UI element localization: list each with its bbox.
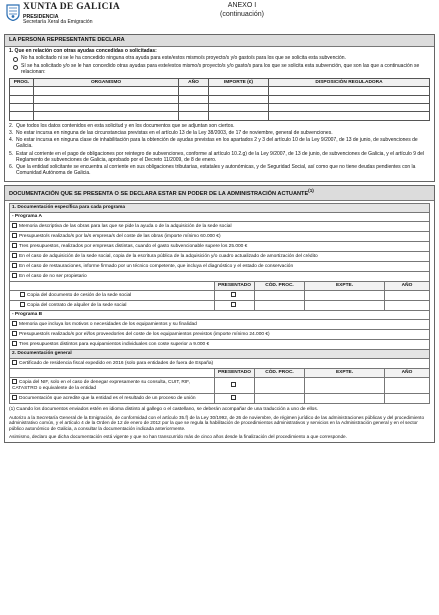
presented-checkbox[interactable] [231,292,236,297]
doc-row[interactable]: Copia del contrato de alquiler de la sede social [10,301,430,311]
doc-row[interactable]: Tres presupuestos, realizados por empresas distintas, cuando el gasto subvencionable supere los 25.000 € [10,241,430,251]
col-cod-proc: CÓD. PROC. [255,281,305,290]
col-importe: IMPORTE (€) [209,79,269,87]
presented-checkbox[interactable] [231,382,236,387]
col-presentado: PRESENTADO [215,281,255,290]
documentation-section [4,185,435,443]
declaration-section [4,34,435,182]
xunta-shield-icon [6,4,20,21]
declaration-text: Asimismo, declaro que dicha documentación está vigente y que no han transcurrido más de cinco años desde la finalización del procedimiento a que corresponde. [9,433,347,439]
doc-row[interactable]: Copia del documento de cesión de la sede social [10,291,430,301]
checkbox[interactable] [12,233,17,238]
program-b-label: - Programa B [10,311,430,320]
option-yes-aid-label: Sí se ha solicitado y/o se le han concedido otras ayudas para este/estos mismo/s proyecto/s y/o gasto/s para los que se solicita esta subvención, que son las que a continuación se relacionan: [21,63,420,76]
doc-row[interactable]: Copia del NIF, solo en el caso de denegar expresamente su consulta, CUIT, RIF, CATASTRO o equivalente de la entidad [10,378,430,394]
doc-row[interactable]: Memoria que incluya los motivos o necesidades de los equipamientos y su finalidad [10,320,430,330]
radio-no-aid[interactable] [13,57,18,62]
declaration-item: 2. Que todos los datos contenidos en esta solicitud y en los documentos que se adjuntan son ciertos. [9,122,235,129]
presented-checkbox[interactable] [231,302,236,307]
org-name: XUNTA DE GALICIA [23,2,120,12]
annex-line-1: ANEXO I [227,2,257,9]
col-ano: AÑO [179,79,209,87]
aid-row[interactable] [10,95,430,103]
checkbox[interactable] [12,273,17,278]
checkbox[interactable] [12,341,17,346]
doc-row[interactable]: En el caso de no ser propietario [10,271,430,281]
declaration-item: 4. No estar incursa en ninguna clase de inhabilitación para la obtención de ayudas previstas en los apartados 2 y 3 del artículo 10 de la Ley 9/2007, de 13 de junio, de subvenciones de Galicia. [9,137,418,150]
checkbox[interactable] [12,321,17,326]
aid-row[interactable] [10,112,430,120]
documentation-title [5,186,434,200]
declaration-title: LA PERSONA REPRESENTANTE DECLARA [5,35,434,47]
presented-checkbox[interactable] [231,395,236,400]
program-a-label: - Programa A [10,212,430,221]
doc-row[interactable]: Presupuesto/s realizado/s por la/s empresa/s del coste de las obras (importe mínimo 60.000 €) [10,231,430,241]
documentation-table [9,203,430,404]
org-subdepartment: Secretaría Xeral da Emigración [23,19,93,25]
group-general: 2. Documentación general [10,350,430,359]
col-expte: EXPTE. [305,369,385,378]
col-ano: AÑO [385,281,430,290]
aid-row[interactable] [10,104,430,112]
doc-row[interactable]: En el caso de restauraciones, informe firmado por un técnico competente, que incluya el diagnóstico y el estado de conservación [10,261,430,271]
checkbox[interactable] [20,292,25,297]
aid-row[interactable] [10,87,430,95]
declaration-list [9,124,430,177]
authorization-text: Autorizo a la Secretaría General de la Emigración, de conformidad con el artículo 35.f) de la Ley 30/1992, de 26 de noviembre, de régimen jurídico de las administraciones públicas y del procedimiento administrativo común, y el artículo 4 de la Orden de 12 de enero de 2012 por la que se regula la habilitación de procedimientos administrativos y servicios en la Administración general y en el sector público autonómico de Galicia, a consultar la documentación indicada anteriormente. [9,414,425,431]
checkbox[interactable] [20,302,25,307]
option-yes-aid[interactable] [13,64,430,76]
other-aid-table [9,78,430,120]
col-organismo: ORGANISMO [34,79,179,87]
doc-row[interactable]: En el caso de adquisición de la sede social, copia de la escritura pública de la adquisición y/o cuadro actualizado de amortización del crédito [10,251,430,261]
checkbox[interactable] [12,223,17,228]
documentation-title-text: DOCUMENTACIÓN QUE SE PRESENTA O SE DECLARA ESTAR EN PODER DE LA ADMINISTRACIÓN ACTUANTE [9,191,309,198]
header [4,2,435,34]
declaration-item: 5. Estar al corriente en el pago de obligaciones por reintegro de subvenciones, conforme al artículo 10.2.g) de la Ley 9/2007, de 13 de junio, de subvenciones de Galicia, y el artículo 9 del Reglamento de subvenciones de Galicia, aprobado por el Decreto 11/2009, de 8 de enero. [9,150,425,163]
col-prog: PROG. [10,79,34,87]
checkbox[interactable] [12,395,17,400]
option-no-aid-label: No ha solicitado ni se le ha concedido ninguna otra ayuda para este/estos mismo/s proyecto/s y/o gasto/s para los que se solicita esta subvención. [21,55,346,62]
title-footnote-mark: (1) [308,188,314,194]
doc-row[interactable]: Tres presupuestos distintos para equipamientos individuales con coste superior a 9.000 € [10,340,430,350]
declaration-item: 6. Que la entidad solicitante se encuentra al corriente en sus obligaciones tributarias, estatales y autonómicas, y de Seguridad Social, así como que no tiene deudas pendientes con la Comunidad Autónoma de Galicia. [9,163,416,176]
checkbox[interactable] [12,379,17,384]
checkbox[interactable] [12,253,17,258]
doc-row[interactable]: Presupuesto/s realizado/s por el/los proveedor/es del coste de los equipamientos previstos (importe mínimo 24.000 €) [10,330,430,340]
form-page [4,2,435,443]
doc-row[interactable]: Certificado de residencia fiscal expedido en 2016 (solo para entidades de fuera de España) [10,359,430,369]
checkbox[interactable] [12,243,17,248]
annex-line-2: (continuación) [220,10,264,18]
col-cod-proc: CÓD. PROC. [255,369,305,378]
col-presentado: PRESENTADO [215,369,255,378]
col-ano: AÑO [385,369,430,378]
checkbox[interactable] [12,360,17,365]
radio-yes-aid[interactable] [13,65,18,70]
col-disposicion: DISPOSICIÓN REGULADORA [269,79,430,87]
col-expte: EXPTE. [305,281,385,290]
checkbox[interactable] [12,331,17,336]
option-no-aid[interactable] [13,56,430,62]
question-1: 1. Que en relación con otras ayudas concedidas o solicitadas: [9,47,157,54]
declaration-item: 3. No estar incursa en ninguna de las circunstancias previstas en el artículo 13 de la Ley 38/2003, de 17 de noviembre, general de subvenciones. [9,130,333,137]
group-specific: 1. Documentación específica para cada programa [10,203,430,212]
footnote: (1) Cuando los documentos enviados estén en idioma distinto al gallego o el castellano, se deberán acompañar de una traducción a uno de ellos. [9,407,319,412]
annex-title [220,2,264,20]
doc-row[interactable]: Memoria descriptiva de las obras para las que se pide la ayuda o de la adquisición de la sede social [10,221,430,231]
org-department: PRESIDENCIA [23,14,59,20]
doc-row[interactable]: Documentación que acredite que la entidad es el resultado de un proceso de unión [10,393,430,403]
checkbox[interactable] [12,263,17,268]
